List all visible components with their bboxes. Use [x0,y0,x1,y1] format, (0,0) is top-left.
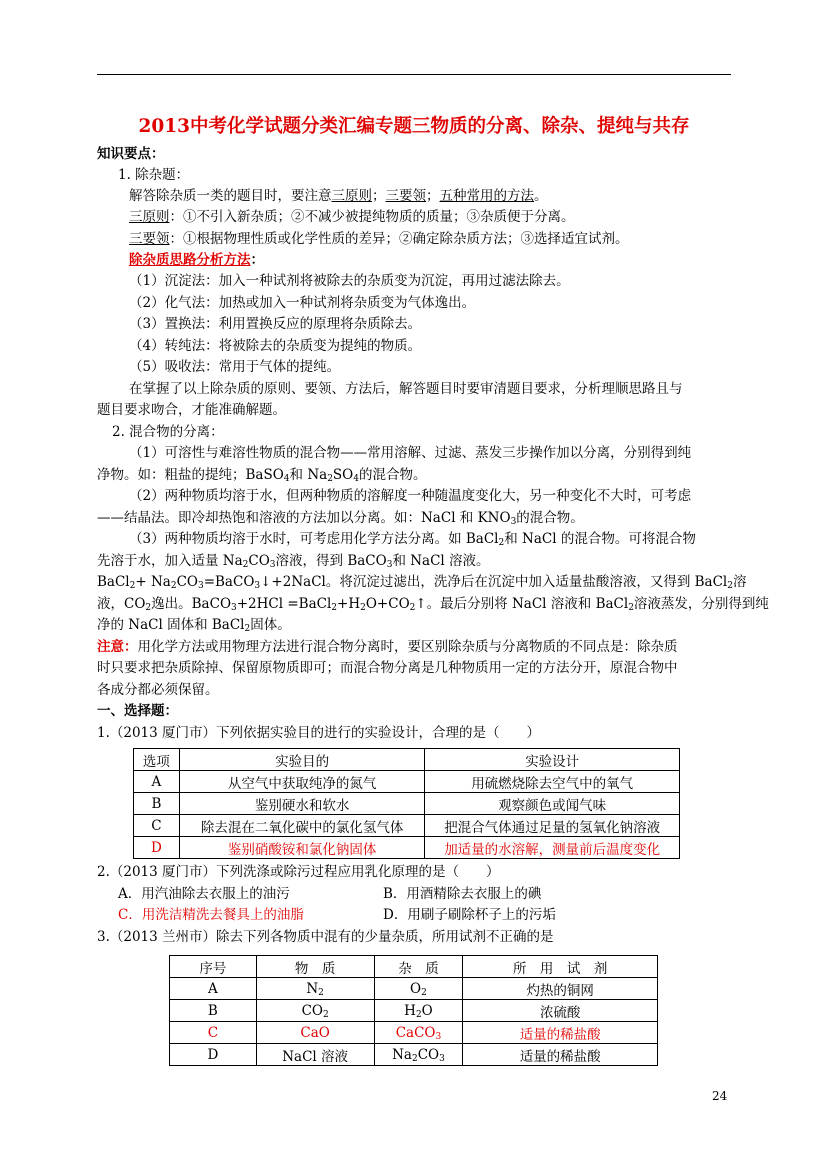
table-cell: A [134,771,180,793]
table-row [170,1044,658,1066]
table-cell: A [170,978,257,1000]
table-row-answer [134,837,680,859]
method-item: （5）吸收法：常用于气体的提纯。 [129,359,341,375]
s2-p2-line1: （2）两种物质均溶于水，但两种物质的溶解度一种随温度变化大，另一种变化不大时，可考虑 [129,488,692,504]
method-item: （3）置换法：利用置换反应的原理将杂质除去。 [129,316,422,332]
table-header-cell: 实验设计 [425,749,680,771]
table-cell: B [170,1000,257,1022]
table-cell: $H_2O$ [374,1000,463,1022]
table-cell: 鉴别硬水和软水 [179,793,425,815]
q3-stem: 3.（2013 兰州市）除去下列各物质中混有的少量杂质，所用试剂不正确的是 [97,929,554,945]
table-cell: 从空气中获取纯净的氮气 [179,771,425,793]
equation-line-3: 净的 NaCl 固体和 BaCl$_2$固体。 [97,617,291,634]
method-item: （1）沉淀法：加入一种试剂将被除去的杂质变为沉淀，再用过滤法除去。 [129,273,570,289]
note-line-3: 各成分都必须保留。 [97,682,219,698]
table-cell: 灼热的铜网 [463,978,658,1000]
table-cell: $O_2$ [374,978,463,1000]
table-header-cell: 杂 质 [374,956,463,978]
note-line-1: 注意：用化学方法或用物理方法进行混合物分离时，要区别除杂质与分离物质的不同点是：除杂质 [97,639,678,655]
table-header-cell: 所 用 试 剂 [463,956,658,978]
table-cell: $CO_2$ [256,1000,374,1022]
table-cell: 用硫燃烧除去空气中的氧气 [425,771,680,793]
q2-stem: 2.（2013 厦门市）下列洗涤或除污过程应用乳化原理的是（ ） [97,864,500,880]
page-number: 24 [712,1089,728,1103]
table-cell: CaCO$_3$ [374,1022,463,1044]
s2-p2-line2: ——结晶法。即冷却热饱和溶液的方法加以分离。如：NaCl 和 $KNO_3$的混合物。 [97,510,584,527]
q2-option-d: D．用刷子刷除杯子上的污垢 [383,907,556,923]
table-header-row [134,749,680,771]
note-line-2: 时只要求把杂质除掉、保留原物质即可；而混合物分离是几种物质用一定的方法分开，原混合物中 [97,660,678,676]
table-cell: 浓硫酸 [463,1000,658,1022]
table-cell: NaCl 溶液 [256,1044,374,1066]
q2-option-c: C．用洗洁精洗去餐具上的油脂 [118,907,304,923]
equation-line-2: 液，$CO_2$逸出。BaCO$_3$+2HCl $=BaCl_2+H_2O+CO_2↑$。最后分别将 NaCl 溶液和 BaCl$_2$溶液蒸发，分别得到纯 [97,596,769,613]
s2-p1-line2: 净物。如：粗盐的提纯；BaSO$_4$和 $Na_2SO_4$的混合物。 [97,467,427,484]
s2-p3-line2: 先溶于水，加入适量 $Na_2CO_3$溶液，得到 BaCO$_3$和 NaCl 溶液。 [97,553,490,570]
table-cell: D [134,837,180,859]
table-row [134,771,680,793]
table-header-cell: 物 质 [256,956,374,978]
q3-table [169,955,658,1066]
q2-option-a: A．用汽油除去衣服上的油污 [118,886,290,902]
table-cell: 加适量的水溶解，测量前后温度变化 [425,837,680,859]
section-key-points: 知识要点： [97,146,165,162]
table-row [170,978,658,1000]
q2-option-b: B．用酒精除去衣服上的碘 [383,886,542,902]
s1-essentials: 三要领：①根据物理性质或化学性质的差异；②确定除杂质方法；③选择适宜试剂。 [129,231,629,247]
s1-summary-1: 在掌握了以上除杂质的原则、要领、方法后，解答题目时要审清题目要求，分析理顺思路且与 [129,381,683,397]
page-title: 2013中考化学试题分类汇编专题三物质的分离、除杂、提纯与共存 [138,116,690,137]
table-cell: 除去混在二氧化碳中的氯化氢气体 [179,815,425,837]
s1-principles: 三原则：①不引入新杂质；②不减少被提纯物质的质量；③杂质便于分离。 [129,209,575,225]
s1-heading: 1. 除杂题： [118,167,190,183]
equation-line-1: BaCl$_2$+ $Na_2CO_3=BaCO_3↓+2NaCl$。将沉淀过滤出，洗净后在沉淀中加入适量盐酸溶液，又得到 BaCl$_2$溶 [97,574,747,591]
table-cell: 鉴别硝酸铵和氯化钠固体 [179,837,425,859]
header-rule [97,74,731,75]
section-choice: 一、选择题： [97,703,178,719]
table-cell: $N_2$ [256,978,374,1000]
table-cell: 适量的稀盐酸 [463,1044,658,1066]
table-cell: C [134,815,180,837]
method-item: （4）转纯法：将被除去的杂质变为提纯的物质。 [129,338,422,354]
table-cell: D [170,1044,257,1066]
method-item: （2）化气法：加热或加入一种试剂将杂质变为气体逸出。 [129,295,476,311]
table-cell: C [170,1022,257,1044]
table-header-cell: 序号 [170,956,257,978]
table-cell: B [134,793,180,815]
table-header-cell: 实验目的 [179,749,425,771]
table-row [170,1000,658,1022]
s1-intro: 解答除杂质一类的题目时，要注意三原则；三要领；五种常用的方法。 [129,188,548,204]
s2-p1-line1: （1）可溶性与难溶性物质的混合物——常用溶解、过滤、蒸发三步操作加以分离，分别得到纯 [129,445,692,461]
table-cell: 适量的稀盐酸 [463,1022,658,1044]
table-cell: $Na_2CO_3$ [374,1044,463,1066]
s1-summary-2: 题目要求吻合，才能准确解题。 [97,402,286,418]
table-cell: 把混合气体通过足量的氢氧化钠溶液 [425,815,680,837]
table-row [134,815,680,837]
table-row [134,793,680,815]
q1-stem: 1.（2013 厦门市）下列依据实验目的进行的实验设计，合理的是（ ） [97,725,541,741]
s1-methods-heading: 除杂质思路分析方法： [129,252,264,268]
note-label: 注意： [97,639,138,655]
table-cell: 观察颜色或闻气味 [425,793,680,815]
q1-table [133,748,680,859]
s2-p3-line1: （3）两种物质均溶于水时，可考虑用化学方法分离。如 BaCl$_2$和 NaCl 的混合物。可将混合物 [129,531,696,548]
s2-heading: 2. 混合物的分离： [112,424,224,440]
table-header-row [170,956,658,978]
table-row-answer [170,1022,658,1044]
table-header-cell: 选项 [134,749,180,771]
table-cell: CaO [256,1022,374,1044]
